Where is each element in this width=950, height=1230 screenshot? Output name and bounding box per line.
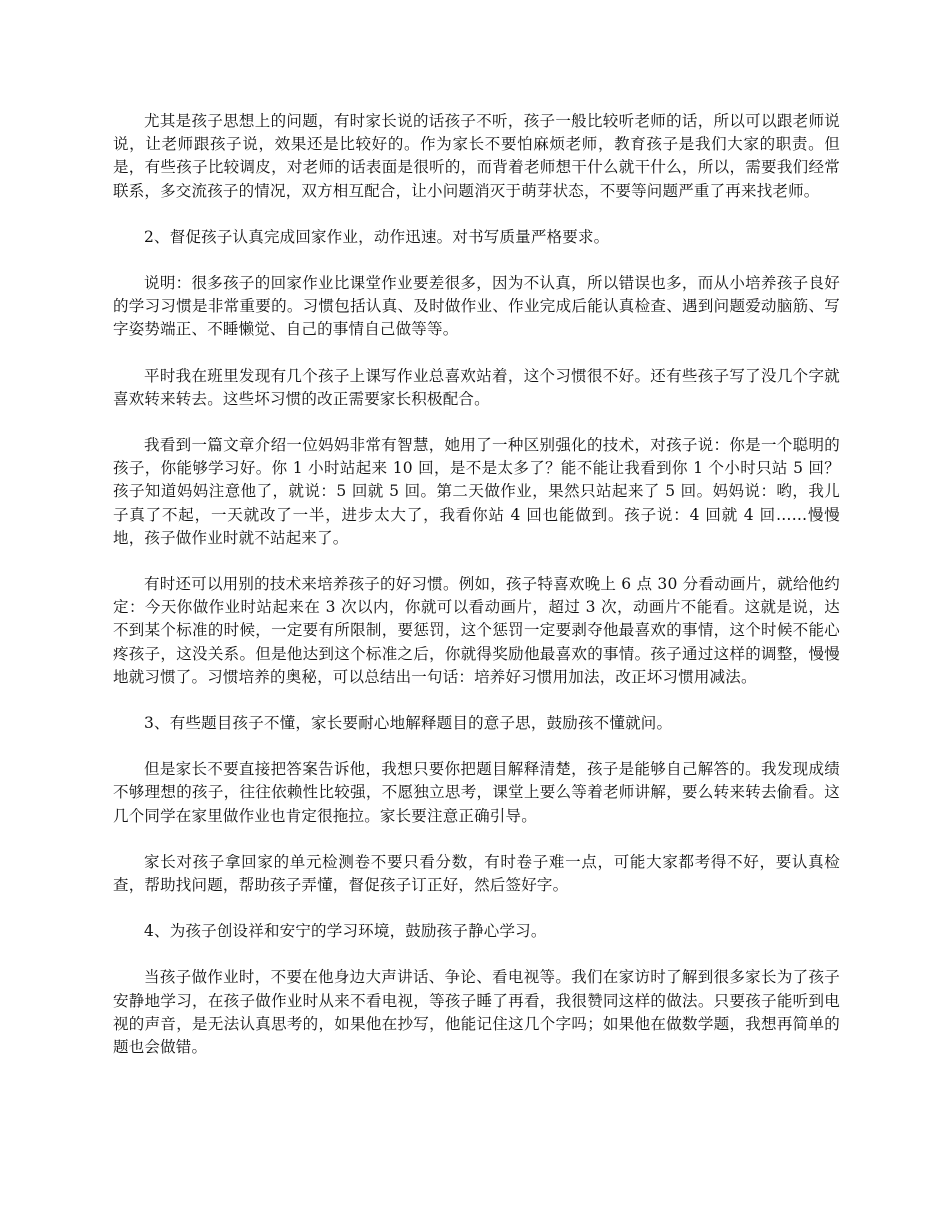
paragraph-communication-with-teacher: 尤其是孩子思想上的问题，有时家长说的话孩子不听，孩子一般比较听老师的话，所以可以跟老师说说，让老师跟孩子说，效果还是比较好的。作为家长不要怕麻烦老师，教育孩子是我们大家的职责。但是，有些孩子比较调皮，对老师的话表面是很听的，而背着老师想干什么就干什么，所以，需要我们经常联系，多交流孩子的情况，双方相互配合，让小问题消灭于萌芽状态，不要等问题严重了再来找老师。 [113, 112, 840, 200]
section-heading-3-explain-questions: 3、有些题目孩子不懂，家长要耐心地解释题目的意子思，鼓励孩不懂就问。 [144, 714, 673, 733]
paragraph-no-tv-during-homework: 当孩子做作业时，不要在他身边大声讲话、争论、看电视等。我们在家访时了解到很多家长为了孩子安静地学习，在孩子做作业时从来不看电视，等孩子睡了再看，我很赞同这样的做法。只要孩子能听到电视的声音，是无法认真思考的，如果他在抄写，他能记住这几个字吗；如果他在做数学题，我想再简单的题也会做错。 [113, 968, 840, 1057]
paragraph-explanation-habits: 说明：很多孩子的回家作业比课堂作业要差很多，因为不认真，所以错误也多，而从小培养孩子良好的学习习惯是非常重要的。习惯包括认真、及时做作业、作业完成后能认真检查、遇到问题爱动脑筋、写字姿势端正、不睡懒觉、自己的事情自己做等等。 [113, 274, 840, 339]
paragraph-reward-punishment: 有时还可以用别的技术来培养孩子的好习惯。例如，孩子特喜欢晚上 6 点 30 分看动画片，就给他约定：今天你做作业时站起来在 3 次以内，你就可以看动画片，超过 3 次，动画片不能看。这就是说，达不到某个标准的时候，一定要有所限制，要惩罚，这个惩罚一定要剥夺他最喜欢的事情，这个时候不能心疼孩子，这没关系。但是他达到这个标准之后，你就得奖励他最喜欢的事情。孩子通过这样的调整，慢慢地就习惯了。习惯培养的奥秘，可以总结出一句话：培养好习惯用加法，改正坏习惯用减法。 [113, 575, 840, 686]
paragraph-standing-while-writing: 平时我在班里发现有几个孩子上课写作业总喜欢站着，这个习惯很不好。还有些孩子写了没几个字就喜欢转来转去。这些坏习惯的改正需要家长积极配合。 [113, 366, 840, 408]
paragraph-unit-test-review: 家长对孩子拿回家的单元检测卷不要只看分数，有时卷子难一点，可能大家都考得不好，要认真检查，帮助找问题，帮助孩子弄懂，督促孩子订正好，然后签好字。 [113, 852, 840, 895]
paragraph-dont-give-answers: 但是家长不要直接把答案告诉他，我想只要你把题目解释清楚，孩子是能够自己解答的。我发现成绩不够理想的孩子，往往依赖性比较强，不愿独立思考，课堂上要么等着老师讲解，要么转来转去偷看。这几个同学在家里做作业也肯定很拖拉。家长要注意正确引导。 [113, 760, 840, 825]
section-heading-4-quiet-environment: 4、为孩子创设祥和安宁的学习环境，鼓励孩子静心学习。 [144, 922, 547, 941]
paragraph-mother-story: 我看到一篇文章介绍一位妈妈非常有智慧，她用了一种区别强化的技术，对孩子说：你是一个聪明的孩子，你能够学习好。你 1 小时站起来 10 回，是不是太多了？能不能让我看到你 1 个小时只站 5 回？孩子知道妈妈注意他了，就说：5 回就 5 回。第二天做作业，果然只站起来了 5 回。妈妈说：哟，我儿子真了不起，一天就改了一半，进步太大了，我看你站 4 回也能做到。孩子说：4 回就 4 回……慢慢地，孩子做作业时就不站起来了。 [113, 436, 840, 547]
section-heading-2-homework: 2、督促孩子认真完成回家作业，动作迅速。对书写质量严格要求。 [144, 227, 610, 246]
document-page [113, 110, 840, 1082]
